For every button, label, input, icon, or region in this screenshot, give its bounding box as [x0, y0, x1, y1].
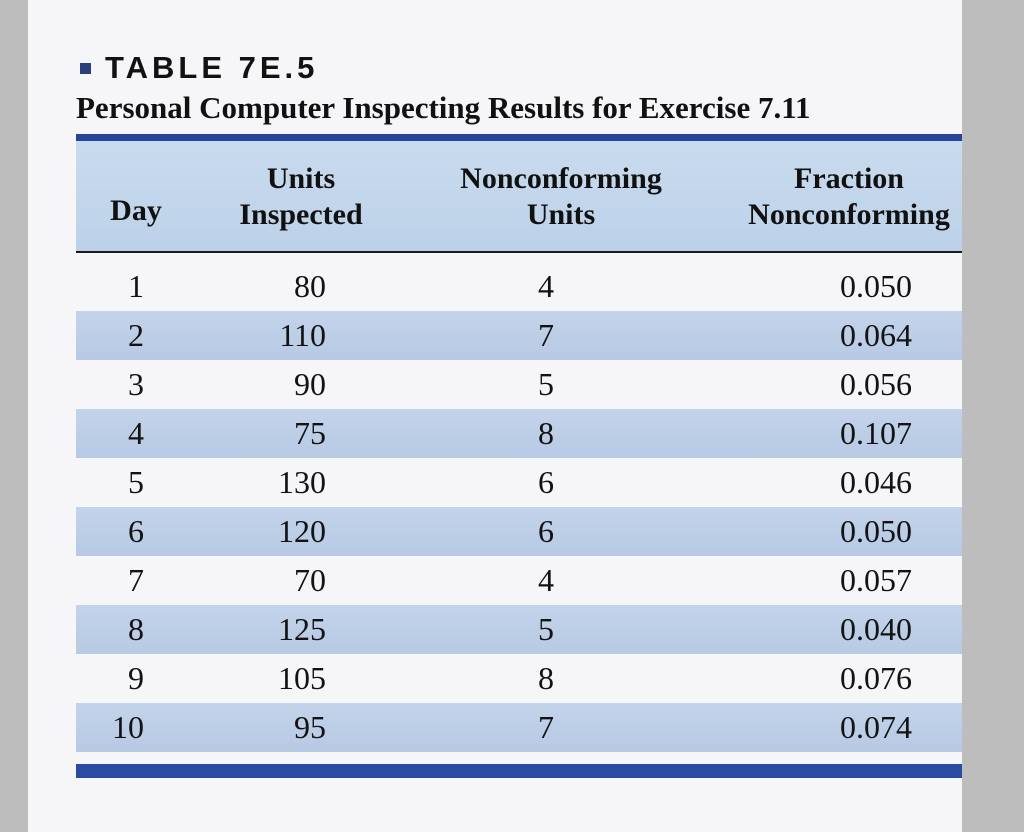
- cell-nonconforming-units: 6: [538, 464, 554, 500]
- cell-day: 6: [128, 513, 144, 549]
- cell-day: 9: [128, 660, 144, 696]
- cell-units-inspected: 105: [278, 660, 326, 696]
- table-label: TABLE 7E.5: [105, 50, 319, 85]
- table-row: [76, 360, 962, 409]
- cell-units-inspected: 75: [294, 415, 326, 451]
- cell-units-inspected: 110: [279, 317, 326, 353]
- cell-nonconforming-units: 7: [538, 709, 554, 745]
- cell-day: 3: [128, 366, 144, 402]
- cell-day: 2: [128, 317, 144, 353]
- bottom-rule: [76, 764, 962, 778]
- cell-nonconforming-units: 8: [538, 415, 554, 451]
- table-caption: Personal Computer Inspecting Results for Exercise 7.11: [76, 90, 811, 125]
- cell-nonconforming-units: 4: [538, 268, 554, 304]
- header-units-inspected: Units Inspected: [239, 162, 363, 231]
- cell-day: 4: [128, 415, 144, 451]
- cell-nonconforming-units: 8: [538, 660, 554, 696]
- cell-fraction-nonconforming: 0.074: [840, 709, 912, 745]
- cell-day: 7: [128, 562, 144, 598]
- cell-fraction-nonconforming: 0.050: [840, 513, 912, 549]
- cell-units-inspected: 70: [294, 562, 326, 598]
- cell-nonconforming-units: 7: [538, 317, 554, 353]
- cell-nonconforming-units: 5: [538, 611, 554, 647]
- table-row: [76, 703, 962, 752]
- cell-nonconforming-units: 4: [538, 562, 554, 598]
- cell-fraction-nonconforming: 0.040: [840, 611, 912, 647]
- cell-units-inspected: 80: [294, 268, 326, 304]
- cell-fraction-nonconforming: 0.057: [840, 562, 912, 598]
- cell-nonconforming-units: 5: [538, 366, 554, 402]
- cell-fraction-nonconforming: 0.064: [840, 317, 912, 353]
- table-row: [76, 409, 962, 458]
- cell-units-inspected: 120: [278, 513, 326, 549]
- cell-day: 5: [128, 464, 144, 500]
- cell-fraction-nonconforming: 0.056: [840, 366, 912, 402]
- cell-day: 8: [128, 611, 144, 647]
- textbook-page: [28, 0, 962, 832]
- table-row: [76, 458, 962, 507]
- header-day: Day: [110, 194, 162, 227]
- cell-fraction-nonconforming: 0.107: [840, 415, 912, 451]
- header-fraction-nonconforming: Fraction Nonconforming: [748, 162, 950, 231]
- table-row: [76, 654, 962, 703]
- cell-day: 10: [112, 709, 144, 745]
- cell-fraction-nonconforming: 0.046: [840, 464, 912, 500]
- heading-square-icon: [80, 63, 91, 74]
- table-row: [76, 605, 962, 654]
- cell-units-inspected: 90: [294, 366, 326, 402]
- table-row: [76, 556, 962, 605]
- table-row: [76, 262, 962, 311]
- cell-units-inspected: 95: [294, 709, 326, 745]
- cell-nonconforming-units: 6: [538, 513, 554, 549]
- top-rule: [76, 134, 962, 141]
- table-heading: [80, 50, 318, 86]
- table-row: [76, 311, 962, 360]
- header-nonconforming-units: Nonconforming Units: [460, 162, 662, 231]
- cell-fraction-nonconforming: 0.076: [840, 660, 912, 696]
- cell-units-inspected: 125: [278, 611, 326, 647]
- cell-fraction-nonconforming: 0.050: [840, 268, 912, 304]
- cell-day: 1: [128, 268, 144, 304]
- cell-units-inspected: 130: [278, 464, 326, 500]
- table-body: [76, 262, 962, 752]
- table-row: [76, 507, 962, 556]
- table-header: [76, 141, 962, 253]
